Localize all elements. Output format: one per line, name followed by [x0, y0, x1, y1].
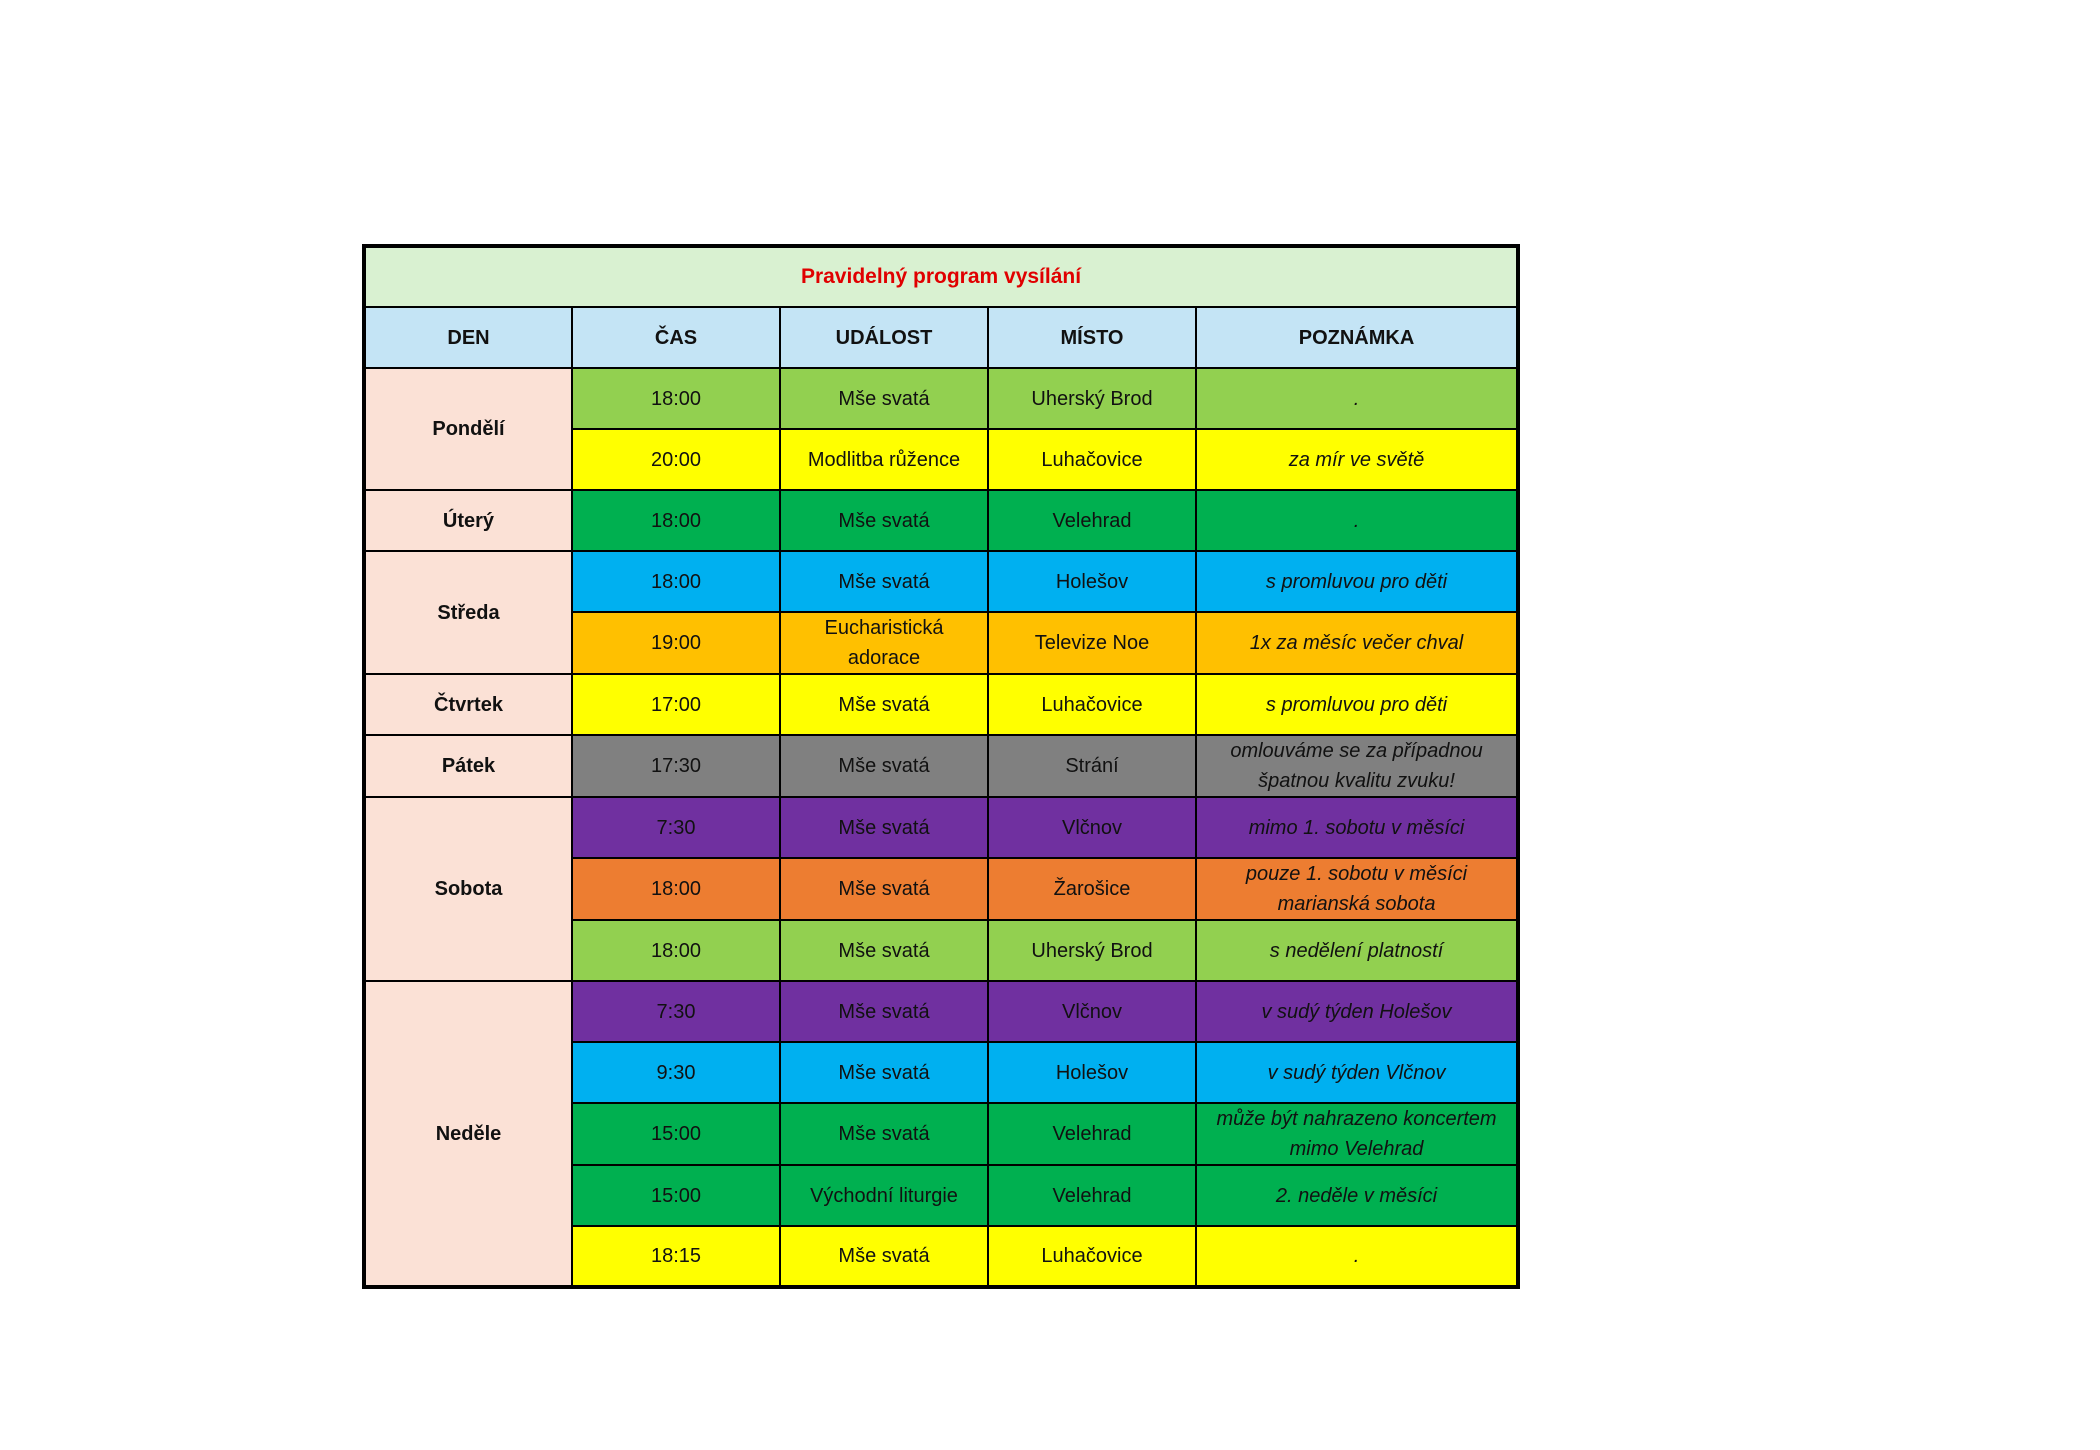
- time-cell: 19:00: [572, 612, 780, 674]
- note-cell: .: [1196, 368, 1518, 429]
- event-cell: Mše svatá: [780, 981, 988, 1042]
- event-cell: Mše svatá: [780, 920, 988, 981]
- table-row: [364, 674, 1518, 735]
- note-cell: za mír ve světě: [1196, 429, 1518, 490]
- place-cell: Holešov: [988, 1042, 1196, 1103]
- header-event: UDÁLOST: [780, 307, 988, 368]
- time-cell: 7:30: [572, 797, 780, 858]
- day-cell-tuesday: Úterý: [364, 490, 572, 551]
- place-cell: Vlčnov: [988, 797, 1196, 858]
- note-cell: může být nahrazeno koncertem mimo Velehrad: [1196, 1103, 1518, 1165]
- event-cell: Mše svatá: [780, 1103, 988, 1165]
- header-note: POZNÁMKA: [1196, 307, 1518, 368]
- event-cell: Mše svatá: [780, 551, 988, 612]
- note-cell: pouze 1. sobotu v měsíci marianská sobota: [1196, 858, 1518, 920]
- time-cell: 7:30: [572, 981, 780, 1042]
- day-cell-thursday: Čtvrtek: [364, 674, 572, 735]
- event-cell: Mše svatá: [780, 368, 988, 429]
- place-cell: Žarošice: [988, 858, 1196, 920]
- event-cell: Mše svatá: [780, 1042, 988, 1103]
- event-cell: Mše svatá: [780, 674, 988, 735]
- day-cell-sunday: Neděle: [364, 981, 572, 1287]
- event-cell: Eucharistická adorace: [780, 612, 988, 674]
- day-cell-monday: Pondělí: [364, 368, 572, 490]
- time-cell: 18:00: [572, 920, 780, 981]
- event-cell: Mše svatá: [780, 490, 988, 551]
- table-row: [364, 797, 1518, 858]
- place-cell: Luhačovice: [988, 674, 1196, 735]
- note-cell: v sudý týden Vlčnov: [1196, 1042, 1518, 1103]
- time-cell: 17:00: [572, 674, 780, 735]
- time-cell: 18:00: [572, 858, 780, 920]
- place-cell: Strání: [988, 735, 1196, 797]
- place-cell: Uherský Brod: [988, 368, 1196, 429]
- title-row: [364, 246, 1518, 307]
- time-cell: 18:00: [572, 551, 780, 612]
- place-cell: Velehrad: [988, 490, 1196, 551]
- place-cell: Luhačovice: [988, 1226, 1196, 1287]
- header-place: MÍSTO: [988, 307, 1196, 368]
- broadcast-schedule-table: [362, 244, 1520, 1289]
- event-cell: Mše svatá: [780, 858, 988, 920]
- note-cell: s nedělení platností: [1196, 920, 1518, 981]
- place-cell: Televize Noe: [988, 612, 1196, 674]
- note-cell: omlouváme se za případnou špatnou kvalitu zvuku!: [1196, 735, 1518, 797]
- event-cell: Modlitba růžence: [780, 429, 988, 490]
- header-day: DEN: [364, 307, 572, 368]
- place-cell: Velehrad: [988, 1165, 1196, 1226]
- note-cell: 2. neděle v měsíci: [1196, 1165, 1518, 1226]
- time-cell: 15:00: [572, 1165, 780, 1226]
- day-cell-friday: Pátek: [364, 735, 572, 797]
- table-row: [364, 735, 1518, 797]
- event-cell: Mše svatá: [780, 1226, 988, 1287]
- event-cell: Mše svatá: [780, 735, 988, 797]
- time-cell: 9:30: [572, 1042, 780, 1103]
- note-cell: .: [1196, 1226, 1518, 1287]
- place-cell: Vlčnov: [988, 981, 1196, 1042]
- time-cell: 17:30: [572, 735, 780, 797]
- event-cell: Mše svatá: [780, 797, 988, 858]
- place-cell: Velehrad: [988, 1103, 1196, 1165]
- place-cell: Luhačovice: [988, 429, 1196, 490]
- note-cell: s promluvou pro děti: [1196, 551, 1518, 612]
- table-title: Pravidelný program vysílání: [364, 246, 1518, 307]
- event-cell: Východní liturgie: [780, 1165, 988, 1226]
- time-cell: 18:15: [572, 1226, 780, 1287]
- time-cell: 15:00: [572, 1103, 780, 1165]
- table-row: [364, 490, 1518, 551]
- place-cell: Holešov: [988, 551, 1196, 612]
- table-row: [364, 368, 1518, 429]
- table-row: [364, 981, 1518, 1042]
- note-cell: .: [1196, 490, 1518, 551]
- header-row: [364, 307, 1518, 368]
- note-cell: 1x za měsíc večer chval: [1196, 612, 1518, 674]
- day-cell-wednesday: Středa: [364, 551, 572, 674]
- place-cell: Uherský Brod: [988, 920, 1196, 981]
- time-cell: 20:00: [572, 429, 780, 490]
- table-row: [364, 551, 1518, 612]
- time-cell: 18:00: [572, 490, 780, 551]
- note-cell: v sudý týden Holešov: [1196, 981, 1518, 1042]
- day-cell-saturday: Sobota: [364, 797, 572, 981]
- note-cell: s promluvou pro děti: [1196, 674, 1518, 735]
- time-cell: 18:00: [572, 368, 780, 429]
- note-cell: mimo 1. sobotu v měsíci: [1196, 797, 1518, 858]
- header-time: ČAS: [572, 307, 780, 368]
